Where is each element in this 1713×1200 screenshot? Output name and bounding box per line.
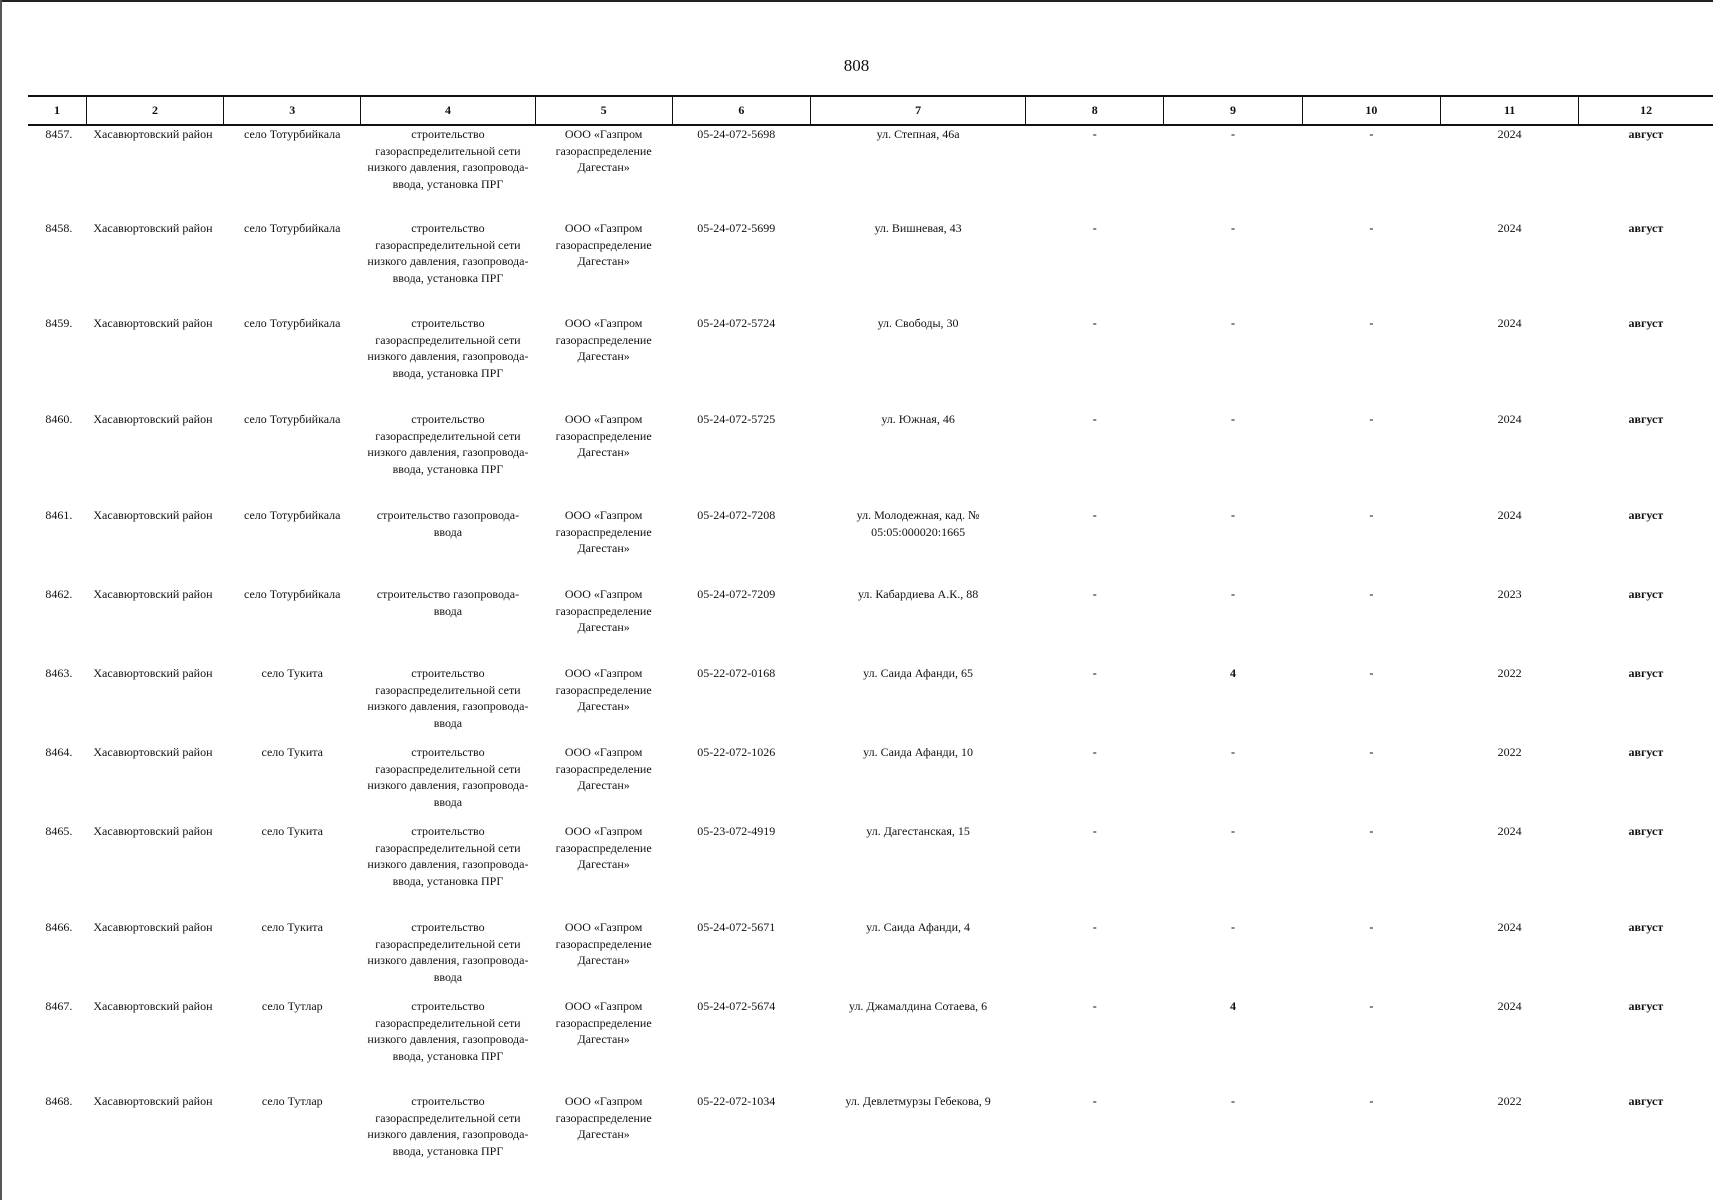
- address: ул. Саида Афанди, 4: [866, 920, 971, 934]
- col-9-value: -: [1231, 745, 1236, 759]
- month: август: [1628, 221, 1664, 235]
- work-type: строительство газораспределительной сети низкого давления, газопровода-ввода, установка ПРГ: [367, 999, 529, 1063]
- row-number: 8466.: [45, 920, 73, 934]
- col-10-value: -: [1369, 824, 1374, 838]
- table-header: [28, 96, 1713, 125]
- col-8-value: -: [1092, 1094, 1097, 1108]
- address: ул. Кабардиева А.К., 88: [857, 587, 979, 601]
- col-header-5: 5: [535, 96, 672, 125]
- col-8-value: -: [1092, 824, 1097, 838]
- col-header-7: 7: [811, 96, 1026, 125]
- year: 2022: [1497, 745, 1522, 759]
- month: август: [1628, 1094, 1664, 1108]
- col-8-value: -: [1092, 221, 1097, 235]
- row-number: 8468.: [45, 1094, 73, 1108]
- month: август: [1628, 920, 1664, 934]
- district: Хасавюртовский район: [93, 920, 213, 934]
- col-9-value: -: [1231, 221, 1236, 235]
- organization: ООО «Газпром газораспределение Дагестан»: [555, 412, 652, 459]
- col-9-value: -: [1231, 587, 1236, 601]
- settlement: село Тукита: [261, 666, 323, 680]
- col-header-8: 8: [1026, 96, 1164, 125]
- col-10-value: -: [1369, 508, 1374, 522]
- month: август: [1628, 745, 1664, 759]
- row-number: 8461.: [45, 508, 73, 522]
- organization: ООО «Газпром газораспределение Дагестан»: [555, 1094, 652, 1141]
- col-header-9: 9: [1164, 96, 1302, 125]
- col-8-value: -: [1092, 666, 1097, 680]
- table-row: [28, 411, 1713, 507]
- col-8-value: -: [1092, 745, 1097, 759]
- work-type: строительство газораспределительной сети низкого давления, газопровода-ввода, установка ПРГ: [367, 1094, 529, 1158]
- col-9-value: -: [1231, 824, 1236, 838]
- work-type: строительство газопровода-ввода: [376, 508, 520, 539]
- col-header-6: 6: [672, 96, 810, 125]
- col-10-value: -: [1369, 221, 1374, 235]
- work-type: строительство газораспределительной сети низкого давления, газопровода-ввода: [367, 920, 529, 984]
- col-10-value: -: [1369, 920, 1374, 934]
- object-code: 05-22-072-0168: [697, 666, 776, 680]
- month: август: [1628, 999, 1664, 1013]
- object-code: 05-24-072-5725: [697, 412, 776, 426]
- organization: ООО «Газпром газораспределение Дагестан»: [555, 316, 652, 363]
- settlement: село Тотурбийкала: [244, 316, 341, 330]
- district: Хасавюртовский район: [93, 587, 213, 601]
- organization: ООО «Газпром газораспределение Дагестан»: [555, 666, 652, 713]
- table-row: [28, 507, 1713, 586]
- address: ул. Степная, 46а: [876, 127, 960, 141]
- address: ул. Дагестанская, 15: [866, 824, 970, 838]
- settlement: село Тутлар: [261, 999, 323, 1013]
- object-code: 05-24-072-7208: [697, 508, 776, 522]
- organization: ООО «Газпром газораспределение Дагестан»: [555, 221, 652, 268]
- table-row: [28, 315, 1713, 411]
- col-9-value: -: [1231, 508, 1236, 522]
- row-number: 8464.: [45, 745, 73, 759]
- object-code: 05-22-072-1034: [697, 1094, 776, 1108]
- col-9-value: 4: [1230, 999, 1237, 1013]
- col-10-value: -: [1369, 745, 1374, 759]
- table-row: [28, 1093, 1713, 1188]
- table-row: [28, 220, 1713, 315]
- col-9-value: -: [1231, 412, 1236, 426]
- col-8-value: -: [1092, 999, 1097, 1013]
- organization: ООО «Газпром газораспределение Дагестан»: [555, 999, 652, 1046]
- row-number: 8457.: [45, 127, 73, 141]
- organization: ООО «Газпром газораспределение Дагестан»: [555, 508, 652, 555]
- col-10-value: -: [1369, 587, 1374, 601]
- object-code: 05-24-072-5724: [697, 316, 776, 330]
- col-8-value: -: [1092, 412, 1097, 426]
- col-10-value: -: [1369, 1094, 1374, 1108]
- col-10-value: -: [1369, 316, 1374, 330]
- scan-edge-left: [0, 0, 2, 1200]
- district: Хасавюртовский район: [93, 508, 213, 522]
- organization: ООО «Газпром газораспределение Дагестан»: [555, 745, 652, 792]
- district: Хасавюртовский район: [93, 412, 213, 426]
- address: ул. Саида Афанди, 65: [863, 666, 974, 680]
- table-row: [28, 586, 1713, 665]
- year: 2024: [1497, 316, 1522, 330]
- col-header-11: 11: [1440, 96, 1578, 125]
- address: ул. Южная, 46: [881, 412, 955, 426]
- year: 2024: [1497, 221, 1522, 235]
- col-9-value: -: [1231, 316, 1236, 330]
- col-10-value: -: [1369, 999, 1374, 1013]
- col-10-value: -: [1369, 666, 1374, 680]
- col-8-value: -: [1092, 316, 1097, 330]
- work-type: строительство газораспределительной сети низкого давления, газопровода-ввода, установка ПРГ: [367, 221, 529, 285]
- year: 2022: [1497, 1094, 1522, 1108]
- organization: ООО «Газпром газораспределение Дагестан»: [555, 824, 652, 871]
- col-10-value: -: [1369, 127, 1374, 141]
- table-body: [28, 125, 1713, 1188]
- address: ул. Девлетмурзы Гебекова, 9: [845, 1094, 991, 1108]
- year: 2024: [1497, 508, 1522, 522]
- page-number: 808: [843, 56, 870, 75]
- settlement: село Тукита: [261, 824, 323, 838]
- col-header-3: 3: [224, 96, 361, 125]
- year: 2024: [1497, 920, 1522, 934]
- col-10-value: -: [1369, 412, 1374, 426]
- year: 2024: [1497, 999, 1522, 1013]
- year: 2024: [1497, 127, 1522, 141]
- work-type: строительство газораспределительной сети низкого давления, газопровода-ввода, установка ПРГ: [367, 127, 529, 191]
- object-code: 05-24-072-5674: [697, 999, 776, 1013]
- scan-edge-top: [0, 0, 1713, 2]
- col-header-2: 2: [86, 96, 223, 125]
- organization: ООО «Газпром газораспределение Дагестан»: [555, 920, 652, 967]
- district: Хасавюртовский район: [93, 221, 213, 235]
- object-code: 05-23-072-4919: [697, 824, 776, 838]
- month: август: [1628, 316, 1664, 330]
- work-type: строительство газораспределительной сети низкого давления, газопровода-ввода, установка ПРГ: [367, 824, 529, 888]
- table-row: [28, 125, 1713, 220]
- col-9-value: -: [1231, 1094, 1236, 1108]
- year: 2023: [1497, 587, 1522, 601]
- district: Хасавюртовский район: [93, 999, 213, 1013]
- object-code: 05-22-072-1026: [697, 745, 776, 759]
- district: Хасавюртовский район: [93, 745, 213, 759]
- district: Хасавюртовский район: [93, 127, 213, 141]
- table-row: [28, 998, 1713, 1093]
- col-8-value: -: [1092, 920, 1097, 934]
- table-row: [28, 919, 1713, 998]
- col-header-12: 12: [1579, 96, 1713, 125]
- row-number: 8458.: [45, 221, 73, 235]
- col-8-value: -: [1092, 508, 1097, 522]
- year: 2022: [1497, 666, 1522, 680]
- settlement: село Тотурбийкала: [244, 587, 341, 601]
- object-code: 05-24-072-7209: [697, 587, 776, 601]
- settlement: село Тутлар: [261, 1094, 323, 1108]
- year: 2024: [1497, 412, 1522, 426]
- row-number: 8467.: [45, 999, 73, 1013]
- settlement: село Тотурбийкала: [244, 221, 341, 235]
- col-9-value: -: [1231, 127, 1236, 141]
- object-code: 05-24-072-5698: [697, 127, 776, 141]
- col-8-value: -: [1092, 587, 1097, 601]
- col-header-1: 1: [28, 96, 86, 125]
- month: август: [1628, 412, 1664, 426]
- header-row: [28, 96, 1713, 125]
- col-header-4: 4: [361, 96, 535, 125]
- organization: ООО «Газпром газораспределение Дагестан»: [555, 127, 652, 174]
- district: Хасавюртовский район: [93, 1094, 213, 1108]
- district: Хасавюртовский район: [93, 824, 213, 838]
- month: август: [1628, 508, 1664, 522]
- address: ул. Молодежная, кад. № 05:05:000020:1665: [856, 508, 980, 539]
- month: август: [1628, 666, 1664, 680]
- col-9-value: 4: [1230, 666, 1237, 680]
- organization: ООО «Газпром газораспределение Дагестан»: [555, 587, 652, 634]
- work-type: строительство газораспределительной сети низкого давления, газопровода-ввода, установка ПРГ: [367, 316, 529, 380]
- object-code: 05-24-072-5699: [697, 221, 776, 235]
- row-number: 8463.: [45, 666, 73, 680]
- table-row: [28, 744, 1713, 823]
- col-header-10: 10: [1302, 96, 1440, 125]
- row-number: 8460.: [45, 412, 73, 426]
- district: Хасавюртовский район: [93, 316, 213, 330]
- year: 2024: [1497, 824, 1522, 838]
- row-number: 8462.: [45, 587, 73, 601]
- month: август: [1628, 587, 1664, 601]
- table-row: [28, 665, 1713, 744]
- month: август: [1628, 127, 1664, 141]
- table-row: [28, 823, 1713, 919]
- register-table: [28, 95, 1713, 1188]
- district: Хасавюртовский район: [93, 666, 213, 680]
- address: ул. Саида Афанди, 10: [863, 745, 974, 759]
- settlement: село Тотурбийкала: [244, 412, 341, 426]
- object-code: 05-24-072-5671: [697, 920, 776, 934]
- settlement: село Тукита: [261, 920, 323, 934]
- work-type: строительство газопровода-ввода: [376, 587, 520, 618]
- row-number: 8465.: [45, 824, 73, 838]
- col-9-value: -: [1231, 920, 1236, 934]
- col-8-value: -: [1092, 127, 1097, 141]
- month: август: [1628, 824, 1664, 838]
- work-type: строительство газораспределительной сети низкого давления, газопровода-ввода: [367, 745, 529, 809]
- work-type: строительство газораспределительной сети низкого давления, газопровода-ввода: [367, 666, 529, 730]
- settlement: село Тотурбийкала: [244, 508, 341, 522]
- settlement: село Тотурбийкала: [244, 127, 341, 141]
- work-type: строительство газораспределительной сети низкого давления, газопровода-ввода, установка ПРГ: [367, 412, 529, 476]
- settlement: село Тукита: [261, 745, 323, 759]
- address: ул. Вишневая, 43: [874, 221, 962, 235]
- address: ул. Джамалдина Сотаева, 6: [848, 999, 988, 1013]
- row-number: 8459.: [45, 316, 73, 330]
- address: ул. Свободы, 30: [877, 316, 959, 330]
